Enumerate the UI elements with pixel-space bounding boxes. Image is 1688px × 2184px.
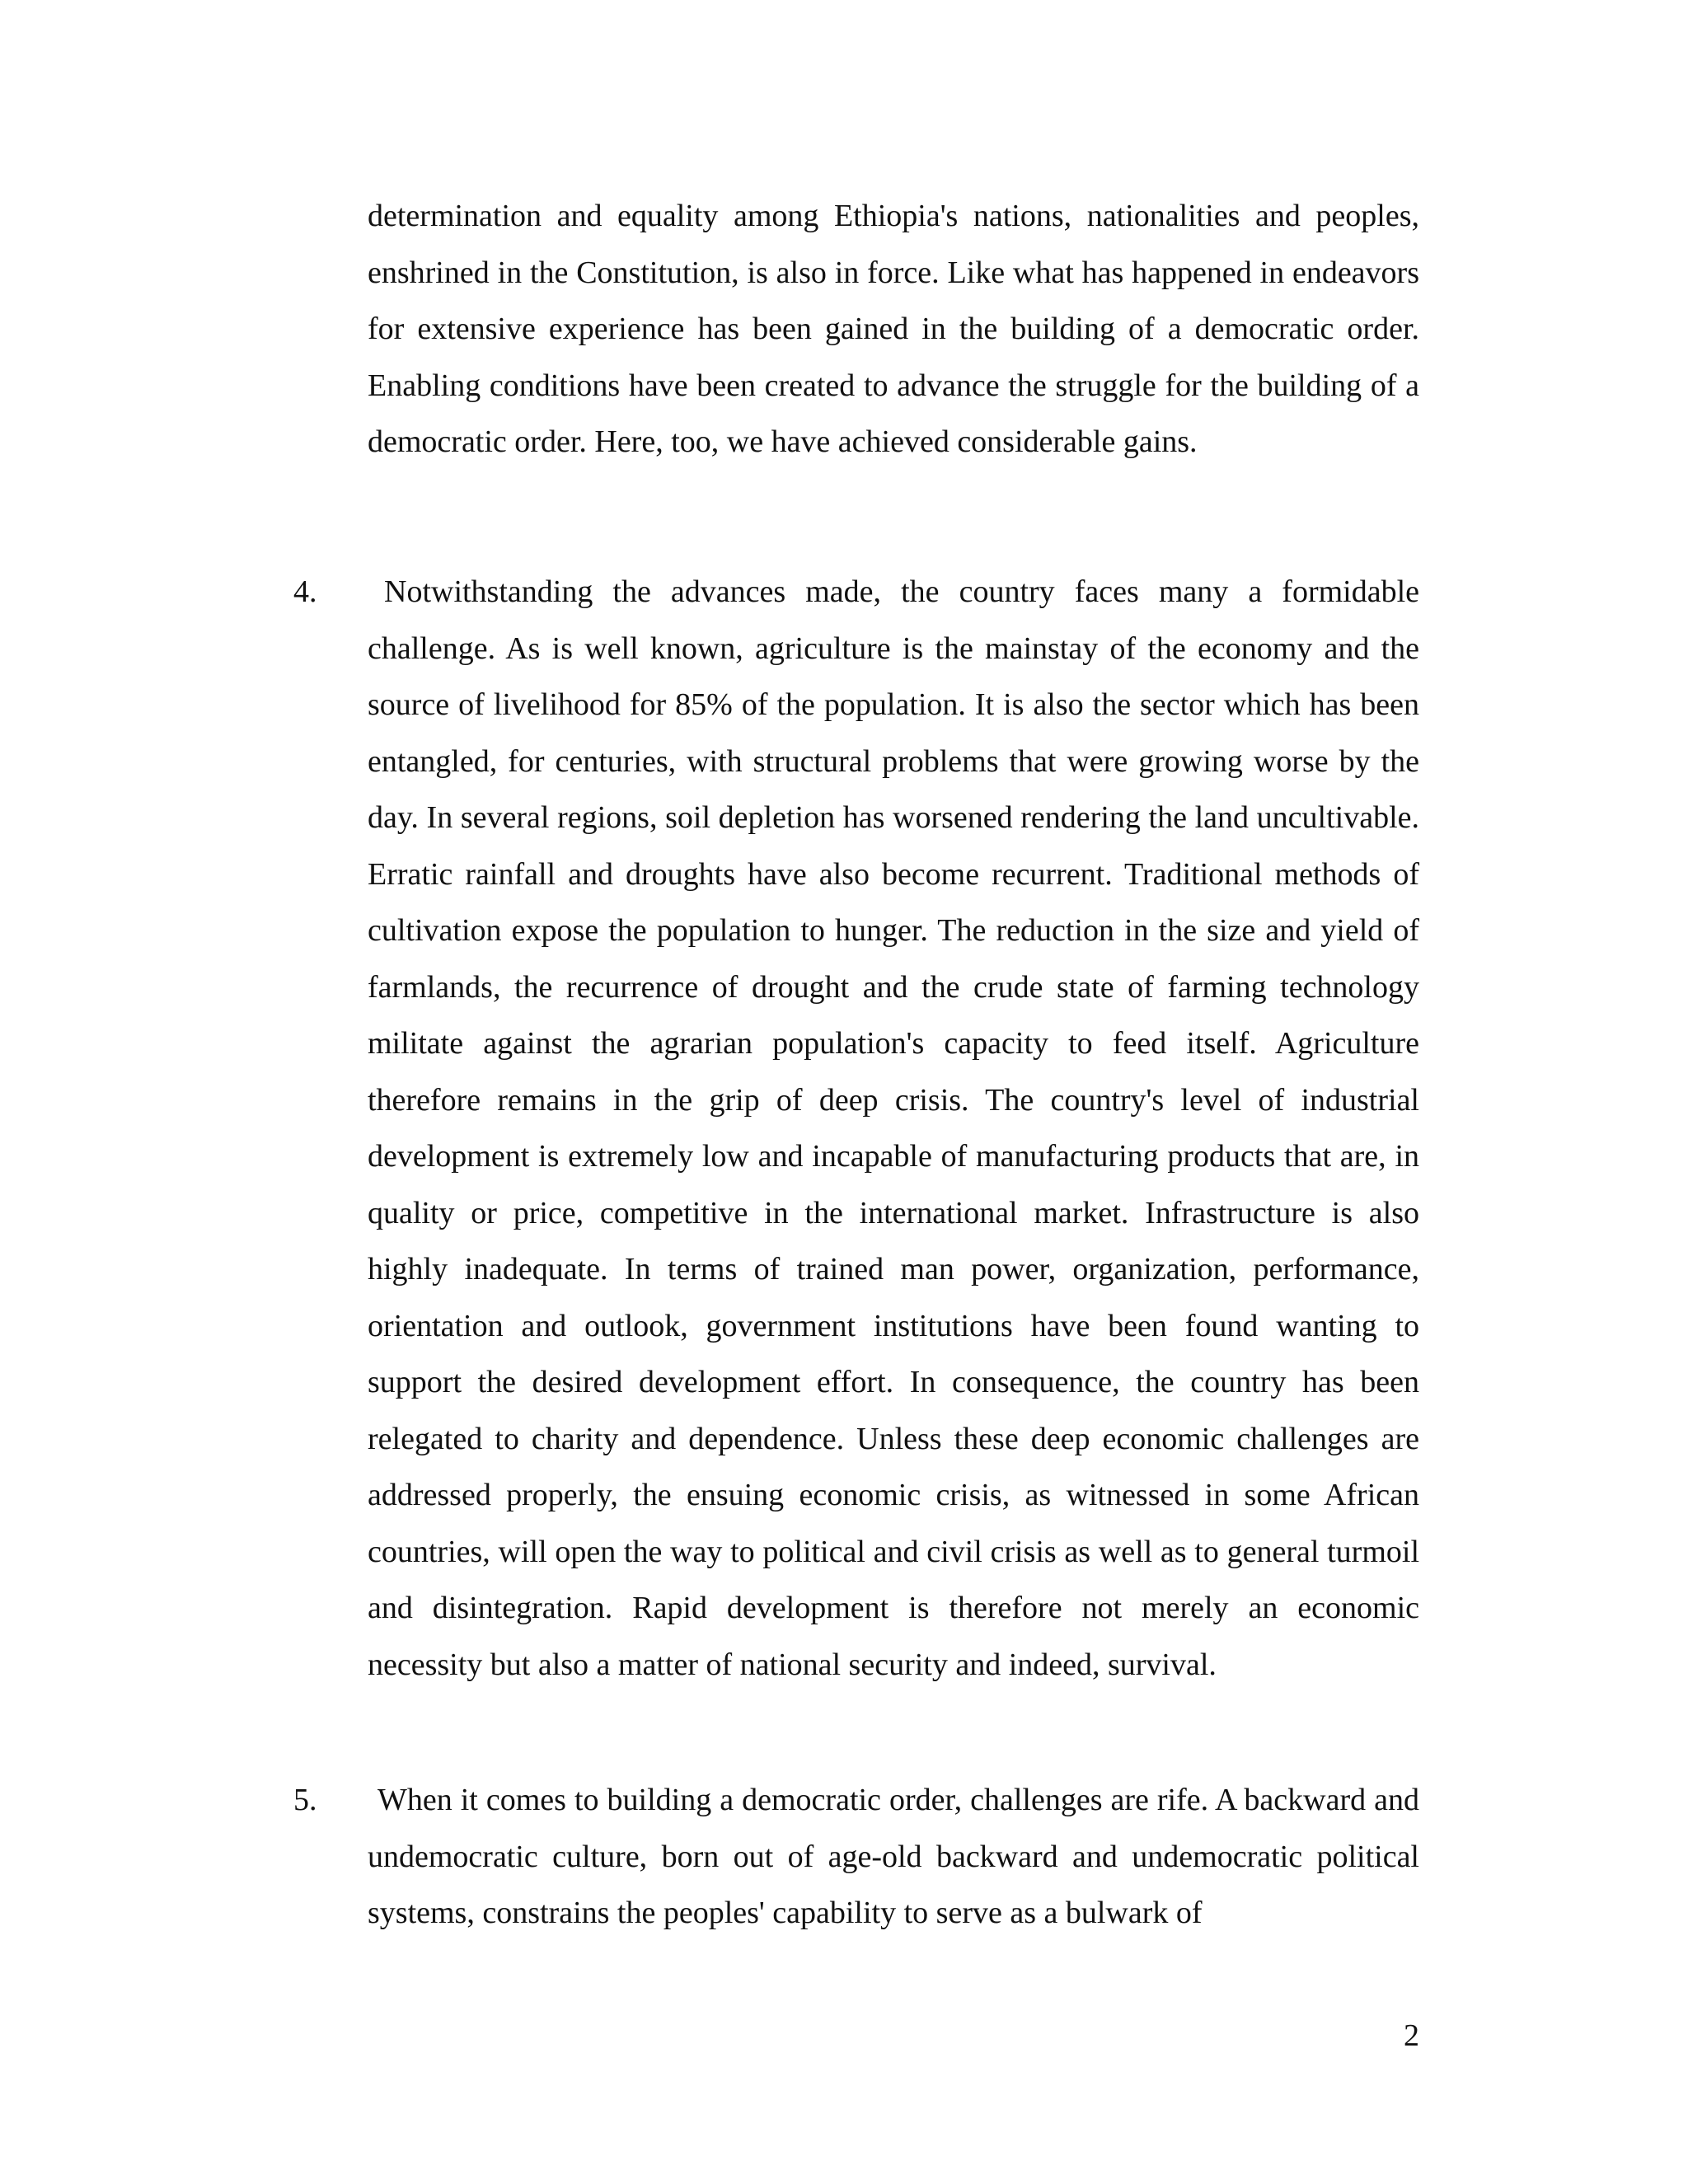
- paragraph-text: Notwithstanding the advances made, the country faces many a formidable challenge. As is well known, agriculture is the mainstay of the economy and the source of livelihood for 85% of the population. It is also the sector which has been entangled, for centuries, with structural problems that were growing worse by the day. In several regions, soil depletion has worsened rendering the land uncultivable. Erratic rainfall and droughts have also become recurrent. Traditional methods of cultivation expose the population to hunger. The reduction in the size and yield of farmlands, the recurrence of drought and the crude state of farming technology militate against the agrarian population's capacity to feed itself. Agriculture therefore remains in the grip of deep crisis. The country's level of industrial development is extremely low and incapable of manufacturing products that are, in quality or price, competitive in the international market. Infrastructure is also highly inadequate. In terms of trained man power, organization, performance, orientation and outlook, government institutions have been found wanting to support the desired development effort. In consequence, the country has been relegated to charity and dependence. Unless these deep economic challenges are addressed properly, the ensuing economic crisis, as witnessed in some African countries, will open the way to political and civil crisis as well as to general turmoil and disintegration. Rapid development is therefore not merely an economic necessity but also a matter of national security and indeed, survival.: [368, 574, 1419, 1682]
- continuation-paragraph: determination and equality among Ethiopia's nations, nationalities and peoples, enshrined in the Constitution, is also in force. Like what has happened in endeavors for extensive experience has been gained in the building of a democratic order. Enabling conditions have been created to advance the struggle for the building of a democratic order. Here, too, we have achieved considerable gains.: [368, 199, 1419, 459]
- numbered-paragraph-4: [293, 564, 1419, 1693]
- numbered-paragraph-5: [293, 1772, 1419, 1942]
- page-number: 2: [1404, 2018, 1419, 2053]
- paragraph-text: When it comes to building a democratic order, challenges are rife. A backward and undemocratic culture, born out of age-old backward and undemocratic political systems, constrains the peoples' capability to serve as a bulwark of: [368, 1783, 1419, 1930]
- paragraph-number: 5.: [293, 1783, 317, 1817]
- paragraph-number: 4.: [293, 574, 317, 609]
